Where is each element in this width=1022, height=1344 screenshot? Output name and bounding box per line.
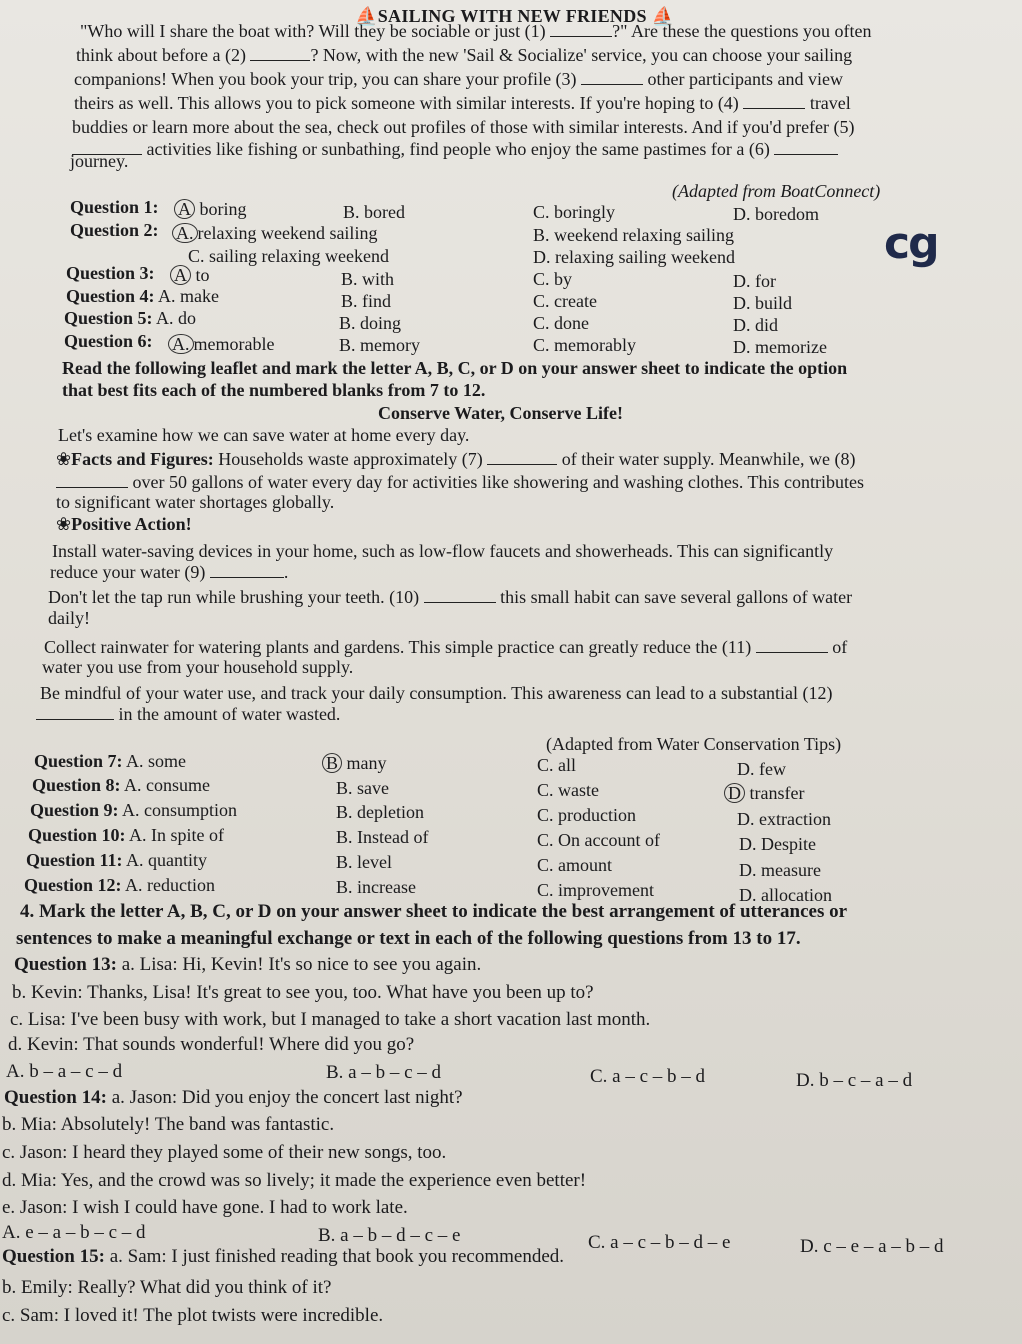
blank-4[interactable]	[743, 108, 805, 109]
q3-option-a[interactable]: A to	[170, 264, 210, 286]
instruction-line-2: that best fits each of the numbered blanks from 7 to 12.	[62, 380, 486, 400]
q7-option-b[interactable]: B many	[322, 752, 387, 774]
blank-8[interactable]	[56, 487, 128, 488]
q10-option-c[interactable]: C. On account of	[537, 830, 660, 850]
positive-p2-line-2: daily!	[48, 608, 90, 628]
positive-p4-line-1: Be mindful of your water use, and track your daily consumption. This awareness can lead to a substantial (12)	[40, 683, 833, 703]
q9-option-b[interactable]: B. depletion	[336, 802, 424, 822]
answer-circle: A.	[172, 223, 198, 243]
q4-option-c[interactable]: C. create	[533, 291, 597, 311]
q13-option-c[interactable]: C. a – c – b – d	[590, 1066, 706, 1087]
q12-option-b[interactable]: B. increase	[336, 877, 416, 897]
blank-6[interactable]	[774, 154, 838, 155]
sailboat-icon: ⛵	[646, 6, 675, 26]
q8-option-b[interactable]: B. save	[336, 778, 389, 798]
leaflet-source: (Adapted from Water Conservation Tips)	[546, 734, 842, 754]
q14-option-c[interactable]: C. a – c – b – d – e	[588, 1232, 731, 1253]
q14-line-e: e. Jason: I wish I could have gone. I had to work late.	[2, 1197, 408, 1218]
question-row-7: Question 7: A. some	[34, 751, 187, 771]
leaflet-title: Conserve Water, Conserve Life!	[378, 403, 623, 423]
q9-option-c[interactable]: C. production	[537, 805, 636, 825]
blank-3[interactable]	[581, 84, 643, 85]
q8-option-d[interactable]: D transfer	[724, 782, 804, 804]
facts-line-1: ❀Facts and Figures: Households waste approximately (7) of their water supply. Meanwhile, we (8)	[56, 449, 856, 469]
q6-option-d[interactable]: D. memorize	[733, 337, 827, 357]
q4-option-b[interactable]: B. find	[341, 291, 392, 311]
q5-option-c[interactable]: C. done	[533, 313, 589, 333]
passage-title: ⛵SAILING WITH NEW FRIENDS ⛵	[355, 6, 675, 26]
positive-p1-line-2: reduce your water (9) .	[50, 562, 289, 582]
q14-line-c: c. Jason: I heard they played some of their new songs, too.	[2, 1142, 447, 1163]
question-row-8: Question 8: A. consume	[32, 775, 211, 795]
blank-10[interactable]	[424, 602, 496, 603]
passage-line-6: activities like fishing or sunbathing, find people who enjoy the same pastimes for a (6)	[72, 138, 838, 160]
q14-option-d[interactable]: D. c – e – a – b – d	[800, 1236, 944, 1257]
q11-option-b[interactable]: B. level	[336, 852, 392, 872]
q1-option-c[interactable]: C. boringly	[533, 202, 616, 222]
question-row-11: Question 11: A. quantity	[26, 850, 208, 870]
q8-option-c[interactable]: C. waste	[537, 780, 599, 800]
passage-line-4: theirs as well. This allows you to pick someone with similar interests. If you're hoping to (4) travel	[74, 93, 851, 113]
q2-option-a[interactable]: A. relaxing weekend sailing	[172, 222, 377, 244]
q11-option-c[interactable]: C. amount	[537, 855, 612, 875]
blank-2[interactable]	[250, 60, 310, 61]
q13-option-a[interactable]: A. b – a – c – d	[6, 1061, 123, 1082]
leaf-icon: ❀	[56, 449, 72, 469]
blank-1[interactable]	[550, 36, 612, 37]
q3-option-d[interactable]: D. for	[733, 271, 776, 291]
q6-option-b[interactable]: B. memory	[339, 335, 420, 355]
q12-option-c[interactable]: C. improvement	[537, 880, 654, 900]
blank-9[interactable]	[210, 577, 284, 578]
question-row-6: Question 6:	[64, 331, 153, 351]
section4-heading-1: 4. Mark the letter A, B, C, or D on your answer sheet to indicate the best arrangement of utterances or	[20, 901, 848, 922]
question-row-4: Question 4: A. make	[66, 286, 220, 306]
instruction-line-1: Read the following leaflet and mark the letter A, B, C, or D on your answer sheet to indicate the option	[62, 358, 848, 378]
q7-option-c[interactable]: C. all	[537, 755, 576, 775]
positive-heading: ❀Positive Action!	[56, 514, 192, 534]
q13-option-d[interactable]: D. b – c – a – d	[796, 1070, 913, 1091]
question-row-1: Question 1:	[70, 197, 159, 217]
q2-option-d[interactable]: D. relaxing sailing weekend	[533, 247, 735, 267]
q10-option-d[interactable]: D. Despite	[739, 834, 816, 854]
question-row-2: Question 2:	[70, 220, 159, 240]
q11-option-d[interactable]: D. measure	[739, 860, 821, 880]
q1-option-a[interactable]: A boring	[174, 198, 247, 220]
answer-circle: B	[322, 753, 342, 773]
positive-p1-line-1: Install water-saving devices in your home, such as low-flow faucets and showerheads. This can significantly	[52, 541, 834, 561]
passage-line-3: companions! When you book your trip, you can share your profile (3) other participants and view	[74, 69, 843, 89]
q5-option-b[interactable]: B. doing	[339, 313, 402, 333]
passage-line-2: think about before a (2) ? Now, with the new 'Sail & Socialize' service, you can choose your sailing	[76, 45, 853, 65]
q12-option-d[interactable]: D. allocation	[739, 885, 832, 905]
positive-p4-line-2: in the amount of water wasted.	[36, 703, 340, 725]
facts-line-3: to significant water shortages globally.	[56, 492, 335, 512]
blank-12[interactable]	[36, 719, 114, 720]
positive-p2-line-1: Don't let the tap run while brushing your teeth. (10) this small habit can save several gallons of water	[48, 587, 853, 607]
question-row-12: Question 12: A. reduction	[24, 875, 216, 895]
q1-option-b[interactable]: B. bored	[343, 202, 405, 222]
answer-circle: A	[170, 265, 191, 285]
positive-p3-line-1: Collect rainwater for watering plants and gardens. This simple practice can greatly reduce the (11) of	[44, 637, 848, 657]
q10-option-b[interactable]: B. Instead of	[336, 827, 429, 847]
answer-circle: A.	[168, 334, 194, 354]
q7-option-d[interactable]: D. few	[737, 759, 786, 779]
q2-option-c[interactable]: C. sailing relaxing weekend	[188, 246, 389, 266]
q13-option-b[interactable]: B. a – b – c – d	[326, 1062, 442, 1083]
question-row-10: Question 10: A. In spite of	[28, 825, 225, 845]
passage-line-7: journey.	[70, 151, 129, 171]
q14-line-a: Question 14: a. Jason: Did you enjoy the concert last night?	[4, 1087, 463, 1108]
question-row-3: Question 3:	[66, 263, 155, 283]
passage-line-1: "Who will I share the boat with? Will they be sociable or just (1) ?" Are these the questions you often	[80, 21, 872, 41]
q9-option-d[interactable]: D. extraction	[737, 809, 831, 829]
q6-option-a[interactable]: A. memorable	[168, 333, 274, 355]
q3-option-c[interactable]: C. by	[533, 269, 573, 289]
q1-option-d[interactable]: D. boredom	[733, 204, 819, 224]
q5-option-d[interactable]: D. did	[733, 315, 778, 335]
q14-line-b: b. Mia: Absolutely! The band was fantastic.	[2, 1114, 335, 1135]
blank-7[interactable]	[487, 464, 557, 465]
q13-line-d: d. Kevin: That sounds wonderful! Where did you go?	[8, 1034, 415, 1055]
q14-option-b[interactable]: B. a – b – d – c – e	[318, 1225, 461, 1246]
answer-circle: D	[724, 783, 745, 803]
q6-option-c[interactable]: C. memorably	[533, 335, 636, 355]
q13-line-a: Question 13: a. Lisa: Hi, Kevin! It's so nice to see you again.	[14, 954, 482, 975]
q15-line-b: b. Emily: Really? What did you think of it?	[2, 1277, 332, 1298]
question-row-5: Question 5: A. do	[64, 308, 197, 328]
q14-line-d: d. Mia: Yes, and the crowd was so lively; it made the experience even better!	[2, 1170, 587, 1191]
q13-line-b: b. Kevin: Thanks, Lisa! It's great to see you, too. What have you been up to?	[12, 982, 594, 1003]
q4-option-d[interactable]: D. build	[733, 293, 793, 313]
q15-line-c: c. Sam: I loved it! The plot twists were incredible.	[2, 1305, 384, 1326]
q14-option-a[interactable]: A. e – a – b – c – d	[2, 1222, 146, 1243]
leaflet-intro: Let's examine how we can save water at home every day.	[58, 425, 470, 445]
facts-line-2: over 50 gallons of water every day for activities like showering and washing clothes. This contributes	[56, 471, 864, 493]
q13-line-c: c. Lisa: I've been busy with work, but I managed to take a short vacation last month.	[10, 1009, 651, 1030]
question-row-9: Question 9: A. consumption	[30, 800, 238, 820]
leaf-icon: ❀	[56, 514, 72, 534]
blank-11[interactable]	[756, 652, 828, 653]
sailboat-icon: ⛵	[355, 6, 378, 26]
section4-heading-2: sentences to make a meaningful exchange or text in each of the following questions from 13 to 17.	[16, 928, 801, 949]
answer-circle: A	[174, 199, 195, 219]
passage-line-5: buddies or learn more about the sea, check out profiles of those with similar interests. And if you'd prefer (5)	[72, 117, 855, 137]
q15-line-a: Question 15: a. Sam: I just finished reading that book you recommended.	[2, 1246, 564, 1267]
positive-p3-line-2: water you use from your household supply.	[42, 657, 354, 677]
q2-option-b[interactable]: B. weekend relaxing sailing	[533, 225, 734, 245]
passage-source: (Adapted from BoatConnect)	[672, 181, 881, 201]
handwritten-mark: cg	[884, 218, 938, 269]
q3-option-b[interactable]: B. with	[341, 269, 395, 289]
